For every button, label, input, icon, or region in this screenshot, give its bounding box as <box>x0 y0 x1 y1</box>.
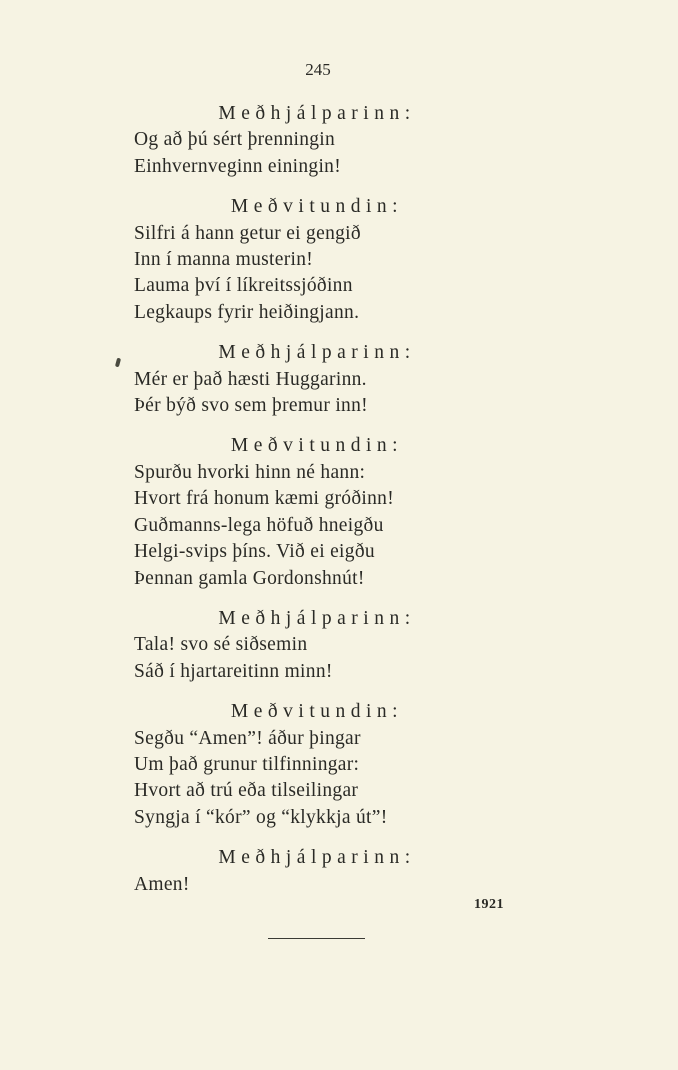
speaker-heading: Meðhjálparinn: <box>218 342 416 364</box>
verse-line: Sáð í hjartareitinn minn! <box>134 660 333 682</box>
verse-line: Lauma því í líkreitssjóðinn <box>134 275 353 297</box>
verse-line: Silfri á hann getur ei gengið <box>134 222 361 244</box>
verse-line: Um það grunur tilfinningar: <box>134 753 360 775</box>
verse-line: Tala! svo sé siðsemin <box>134 634 308 656</box>
verse-line: Segðu “Amen”! áður þingar <box>134 727 361 749</box>
verse-line: Spurðu hvorki hinn né hann: <box>134 461 366 483</box>
verse-line: Amen! <box>134 873 190 895</box>
verse-line: Þennan gamla Gordonshnút! <box>134 567 365 589</box>
verse-line: Syngja í “kór” og “klykkja út”! <box>134 806 388 828</box>
verse-line: Hvort frá honum kæmi gróðinn! <box>134 488 395 510</box>
speaker-heading: Meðvitundin: <box>230 701 404 723</box>
verse-line: Þér býð svo sem þremur inn! <box>134 395 368 417</box>
verse-line: Hvort að trú eða tilseilingar <box>134 780 359 802</box>
verse-line: Og að þú sért þrenningin <box>134 129 336 151</box>
speaker-heading: Meðvitundin: <box>230 196 404 218</box>
speaker-heading: Meðhjálparinn: <box>218 103 416 124</box>
end-rule <box>268 938 365 939</box>
year: 1921 <box>474 897 504 912</box>
margin-mark <box>115 358 121 368</box>
verse-line: Inn í manna musterin! <box>134 249 314 271</box>
verse-line: Helgi-svips þíns. Við ei eigðu <box>134 541 375 563</box>
verse-line: Legkaups fyrir heiðingjann. <box>134 301 360 323</box>
verse-line: Mér er það hæsti Huggarinn. <box>134 368 367 390</box>
speaker-heading: Meðhjálparinn: <box>218 847 416 869</box>
speaker-heading: Meðvitundin: <box>230 435 404 457</box>
verse-line: Guðmanns-lega höfuð hneigðu <box>134 514 384 536</box>
poem-body <box>134 101 500 898</box>
speaker-heading: Meðhjálparinn: <box>218 607 416 629</box>
page-number: 245 <box>305 60 331 79</box>
verse-line: Einhvernveginn einingin! <box>134 155 342 177</box>
